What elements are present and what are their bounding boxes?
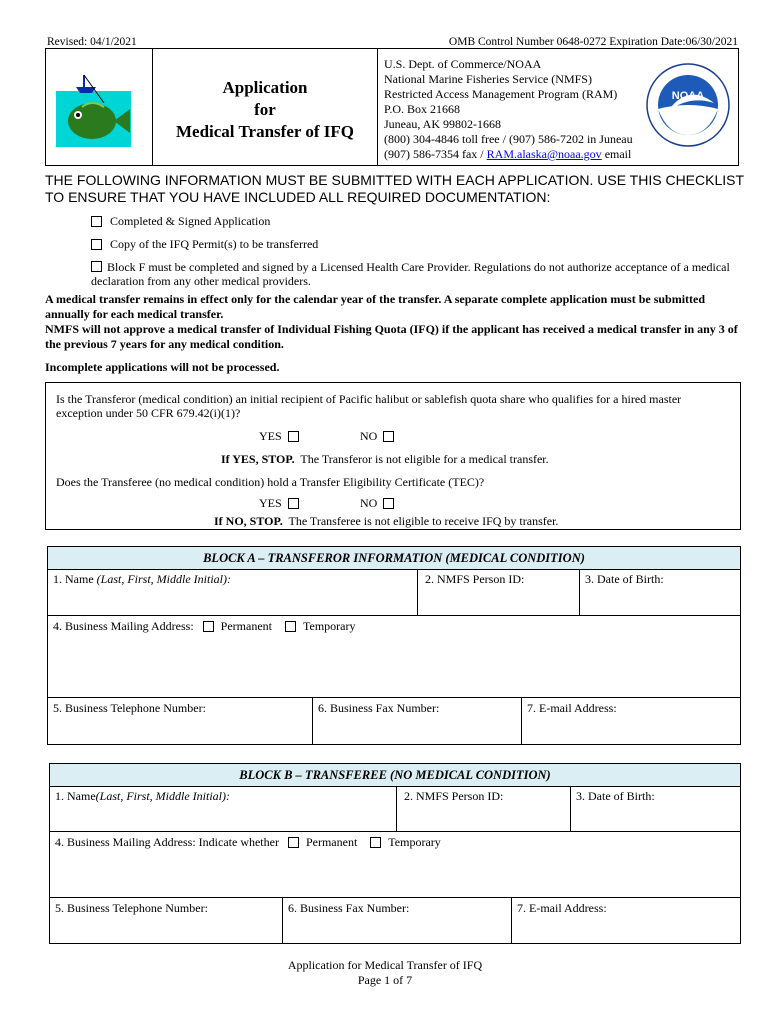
omb-control-number: OMB Control Number 0648-0272 Expiration Date:06/30/2021: [448, 36, 738, 48]
temporary-label: Temporary: [388, 835, 441, 849]
agency-line: P.O. Box 21668: [384, 102, 461, 116]
intro-heading: THE FOLLOWING INFORMATION MUST BE SUBMITTED WITH EACH APPLICATION. USE THIS CHECKLIST TO ENSURE THAT YOU HAVE INCLUDED ALL REQUIRED DOCUMENTATION:: [45, 172, 744, 205]
agency-line: (800) 304-4846 toll free / (907) 586-7202 in Juneau: [384, 132, 633, 146]
block-a-email-field[interactable]: [522, 698, 740, 744]
block-b-email-field[interactable]: [512, 898, 740, 943]
checklist-label: Completed & Signed Application: [110, 214, 271, 228]
block-b-address-field[interactable]: [50, 832, 740, 898]
person-id-label: 2. NMFS Person ID:: [404, 789, 504, 803]
form-title: [153, 49, 378, 165]
fax-label: 6. Business Fax Number:: [318, 701, 440, 715]
temporary-checkbox[interactable]: [285, 621, 296, 632]
q1-yes: [259, 429, 299, 444]
name-hint: (Last, First, Middle Initial):: [95, 789, 230, 803]
checklist-label: Block F must be completed and signed by a Licensed Health Care Provider. Regulations do not authorize acceptance of a medical declaration from any other medical providers.: [91, 260, 730, 288]
agency-line: Juneau, AK 99802-1668: [384, 117, 501, 131]
fish-logo: [46, 49, 153, 165]
block-a-name-field[interactable]: [48, 569, 418, 616]
page-number: Page 1 of 7: [357, 973, 413, 987]
stop-2-text: The Transferee is not eligible to receive IFQ by transfer.: [282, 514, 559, 528]
permanent-label: Permanent: [220, 619, 272, 633]
eligibility-question-2: Does the Transferee (no medical condition) hold a Transfer Eligibility Certificate (TEC)?: [56, 475, 485, 489]
block-b-dob-field[interactable]: [571, 786, 740, 832]
noaa-logo: [646, 63, 730, 151]
q2-no: [360, 496, 394, 511]
stop-message-2: [214, 514, 558, 529]
fish-logo-icon: [56, 69, 136, 149]
stop-1-bold: If YES, STOP.: [221, 452, 295, 466]
dob-label: 3. Date of Birth:: [585, 572, 664, 586]
block-b-person-id-field[interactable]: [397, 786, 571, 832]
block-a: [47, 546, 741, 745]
fax-text: (907) 586-7354 fax /: [384, 147, 487, 161]
checklist-item: [91, 237, 318, 252]
permanent-label: Permanent: [305, 835, 358, 849]
permanent-checkbox[interactable]: [203, 621, 214, 632]
q2-yes-checkbox[interactable]: [288, 498, 299, 509]
fax-label: 6. Business Fax Number:: [288, 901, 410, 915]
q1-no: [360, 429, 394, 444]
checklist-checkbox[interactable]: [91, 261, 102, 272]
no-label: NO: [360, 496, 378, 510]
incomplete-notice: Incomplete applications will not be processed.: [45, 360, 280, 374]
eligibility-question-1: Is the Transferor (medical condition) an initial recipient of Pacific halibut or sablefish quota share who qualifies for a hired master exception under 50 CFR 679.42(i)(1)?: [56, 392, 682, 420]
annual-notice: A medical transfer remains in effect only for the calendar year of the transfer. A separate complete application must be submitted annually for each medical transfer.: [45, 292, 706, 321]
block-b-phone-field[interactable]: [50, 898, 283, 943]
stop-message-1: [221, 452, 549, 467]
q1-yes-checkbox[interactable]: [288, 431, 299, 442]
block-a-address-field[interactable]: [48, 616, 740, 698]
agency-line: Restricted Access Management Program (RAM): [384, 87, 618, 101]
yes-label: YES: [259, 429, 282, 443]
q1-no-checkbox[interactable]: [383, 431, 394, 442]
block-a-person-id-field[interactable]: [418, 569, 580, 616]
header-box: [45, 48, 739, 166]
temporary-checkbox[interactable]: [370, 837, 381, 848]
checklist-item: [91, 214, 270, 229]
block-a-fax-field[interactable]: [313, 698, 522, 744]
email-suffix: email: [601, 147, 632, 161]
stop-2-bold: If NO, STOP.: [214, 514, 283, 528]
checklist-item: [91, 260, 741, 288]
block-b-name-field[interactable]: [50, 786, 397, 832]
block-a-dob-field[interactable]: [580, 569, 740, 616]
email-link[interactable]: RAM.alaska@noaa.gov: [486, 147, 602, 161]
email-label: 7. E-mail Address:: [517, 901, 607, 915]
revised-date: Revised: 04/1/2021: [47, 36, 137, 48]
three-of-seven-notice: NMFS will not approve a medical transfer of Individual Fishing Quota (IFQ) if the applicant has received a medical transfer in any 3 of the previous 7 years for any medical condition.: [45, 322, 738, 351]
person-id-label: 2. NMFS Person ID:: [425, 572, 525, 586]
temporary-label: Temporary: [303, 619, 356, 633]
title-line-1: Application: [222, 78, 308, 97]
no-label: NO: [360, 429, 378, 443]
agency-address: [384, 57, 633, 162]
stop-1-text: The Transferor is not eligible for a medical transfer.: [294, 452, 549, 466]
name-hint: (Last, First, Middle Initial):: [96, 572, 231, 586]
q2-no-checkbox[interactable]: [383, 498, 394, 509]
checklist-checkbox[interactable]: [91, 239, 102, 250]
noaa-text: NOAA: [671, 90, 705, 102]
agency-line: National Marine Fisheries Service (NMFS): [384, 72, 592, 86]
eligibility-box: [45, 382, 741, 530]
address-label: 4. Business Mailing Address:: [53, 619, 194, 633]
block-a-title: BLOCK A – TRANSFEROR INFORMATION (MEDICAL CONDITION): [48, 547, 740, 570]
fax-email-line: [384, 147, 633, 162]
block-a-phone-field[interactable]: [48, 698, 313, 744]
title-line-2: for: [254, 100, 276, 119]
block-b: [49, 763, 741, 944]
agency-line: U.S. Dept. of Commerce/NOAA: [384, 57, 542, 71]
email-label: 7. E-mail Address:: [527, 701, 617, 715]
phone-label: 5. Business Telephone Number:: [55, 901, 208, 915]
name-label: 1. Name: [55, 789, 96, 803]
yes-label: YES: [259, 496, 282, 510]
block-b-title: BLOCK B – TRANSFEREE (NO MEDICAL CONDITION): [50, 764, 740, 787]
title-line-3: Medical Transfer of IFQ: [175, 122, 354, 141]
checklist-label: Copy of the IFQ Permit(s) to be transferred: [110, 237, 319, 251]
phone-label: 5. Business Telephone Number:: [53, 701, 206, 715]
dob-label: 3. Date of Birth:: [576, 789, 655, 803]
q2-yes: [259, 496, 299, 511]
footer-title: Application for Medical Transfer of IFQ: [287, 958, 483, 972]
address-label: 4. Business Mailing Address: Indicate whether: [55, 835, 279, 849]
block-b-fax-field[interactable]: [283, 898, 512, 943]
permanent-checkbox[interactable]: [288, 837, 299, 848]
noaa-logo-icon: [646, 63, 730, 147]
name-label: 1. Name: [53, 572, 97, 586]
footer: [0, 958, 770, 988]
checklist-checkbox[interactable]: [91, 216, 102, 227]
